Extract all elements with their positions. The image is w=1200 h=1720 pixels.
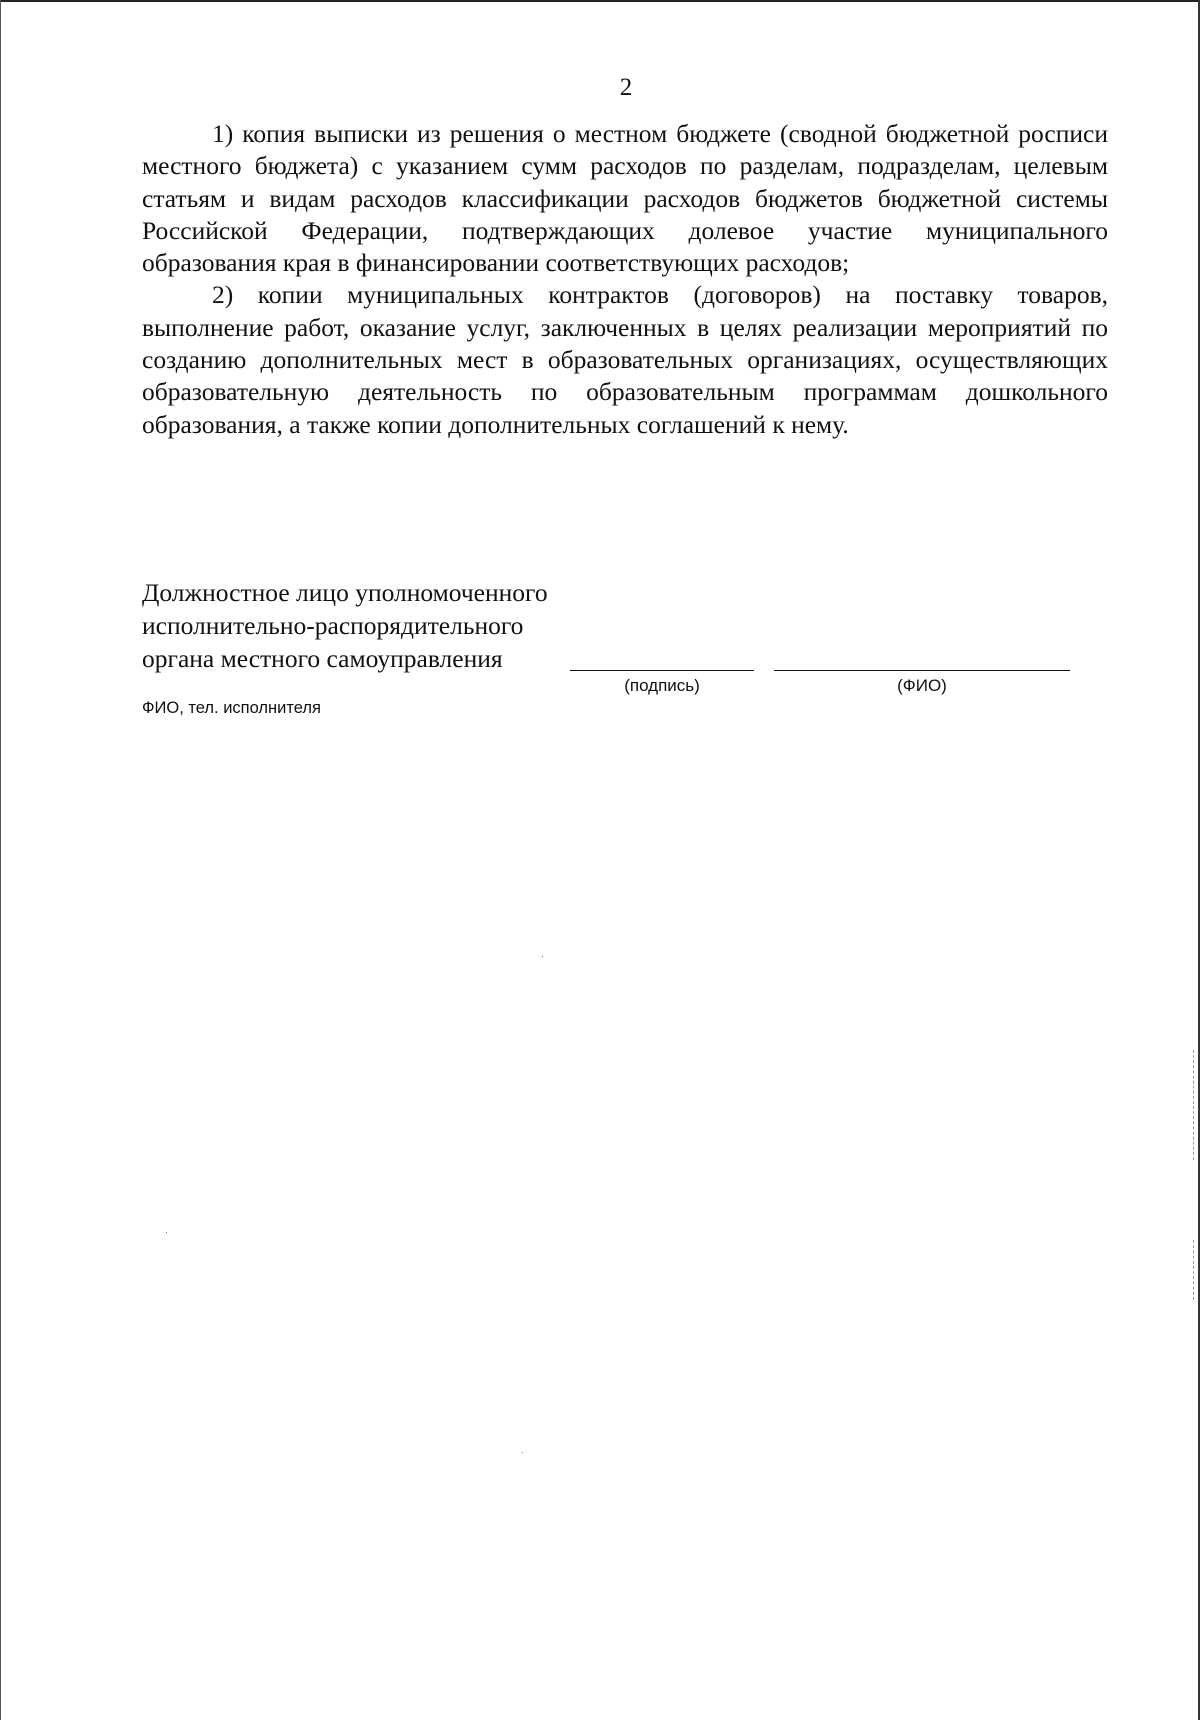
paragraph-item-1: 1) копия выписки из решения о местном бюджете (сводной бюджетной росписи местного бюджета) с указанием сумм расходов по разделам, подразделам, целевым статьям и видам расходов классификации расходов бюджетов бюджетной системы Российской Федерации, подтверждающих долевое участие муниципального образования края в финансировании соответствующих расходов; — [142, 119, 1108, 278]
executor-note: ФИО, тел. исполнителя — [142, 699, 321, 717]
signature-line — [570, 670, 754, 671]
paragraph-item-2: 2) копии муниципальных контрактов (договоров) на поставку товаров, выполнение работ, оказание услуг, заключенных в целях реализации мероприятий по созданию дополнительных мест в образовательных организациях, осуществляющих образовательную деятельность по образовательным программам дошкольного образования, а также копии дополнительных соглашений к нему. — [142, 280, 1108, 439]
scan-speck — [542, 956, 543, 957]
signatory-title — [142, 576, 572, 675]
fio-line — [774, 670, 1070, 671]
scan-margin-noise — [1192, 1240, 1194, 1300]
signatory-title-line-3: органа местного самоуправления — [142, 644, 503, 673]
scan-top-edge — [0, 0, 1200, 2]
signatory-title-line-2: исполнительно-распорядительного — [142, 611, 524, 640]
scan-speck — [166, 1232, 167, 1233]
scan-margin-noise — [1192, 1050, 1194, 1160]
signature-caption: (подпись) — [624, 676, 700, 695]
signatory-title-line-1: Должностное лицо уполномоченного — [142, 578, 548, 607]
document-body — [142, 118, 1108, 441]
scan-left-edge — [0, 0, 1, 1720]
fio-caption: (ФИО) — [897, 676, 947, 695]
page-number: 2 — [619, 74, 633, 101]
scan-speck — [522, 1452, 523, 1453]
